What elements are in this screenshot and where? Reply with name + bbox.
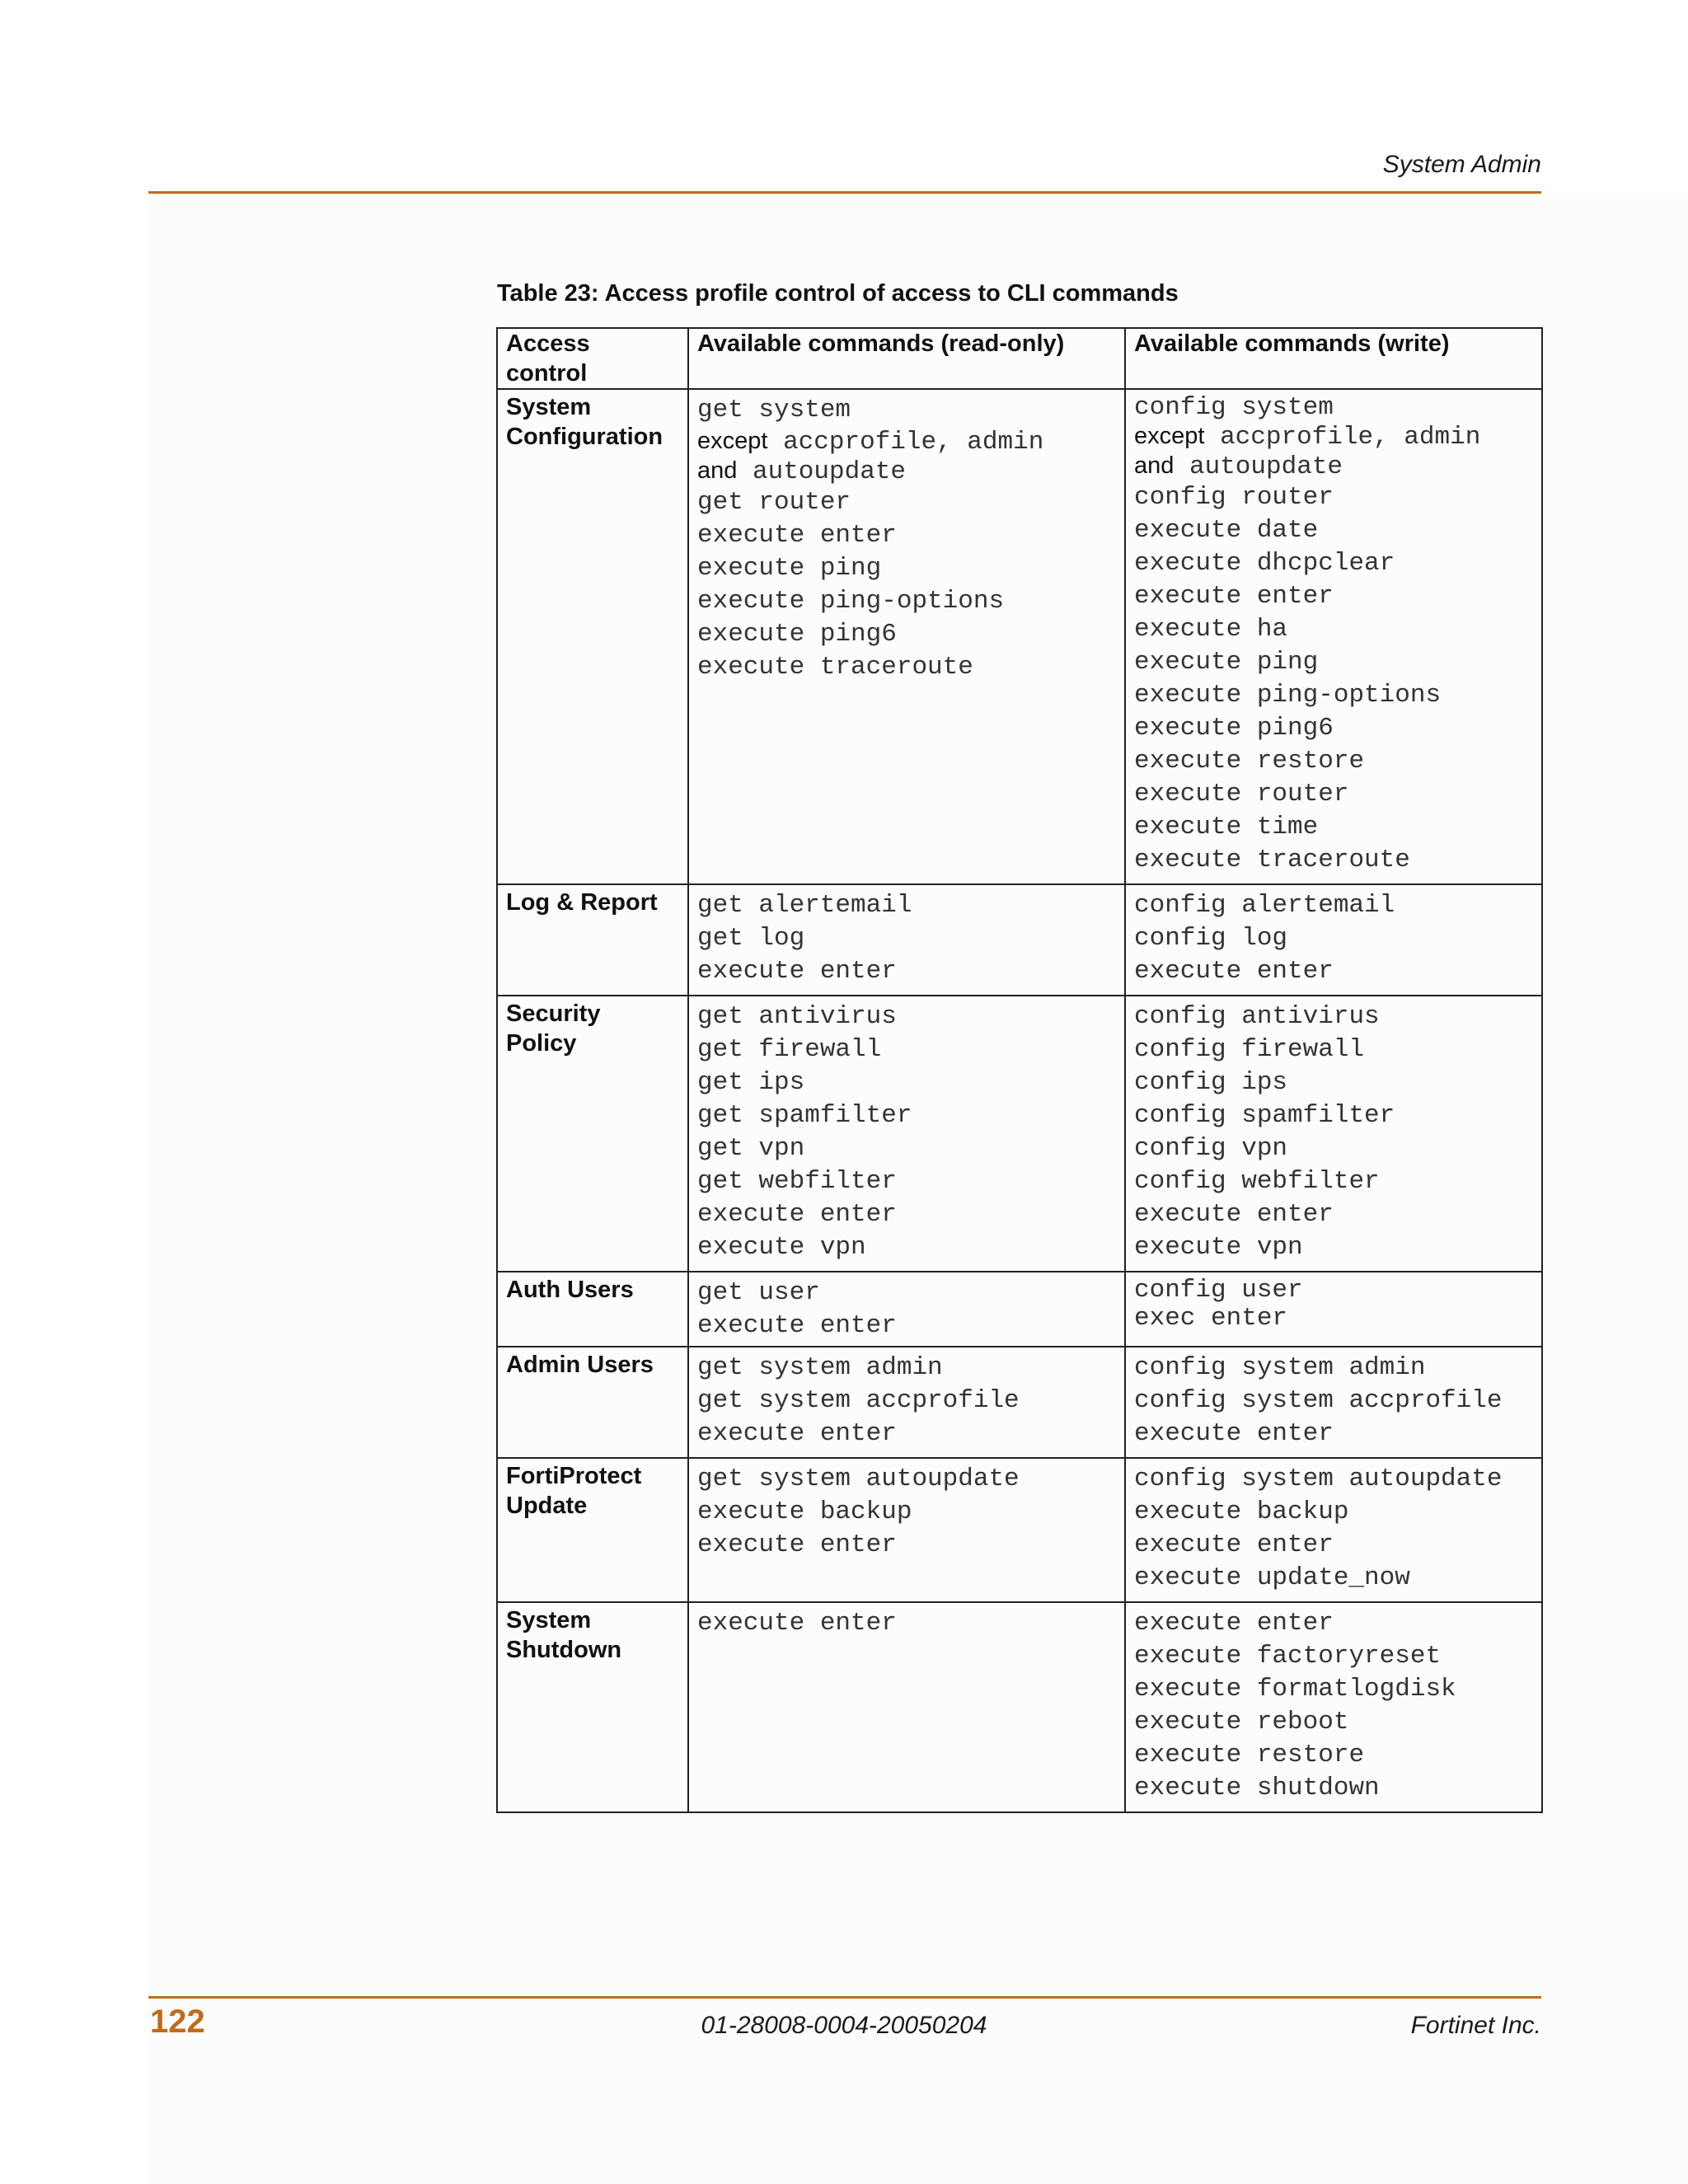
and-word: and bbox=[697, 457, 738, 484]
command: execute ping6 bbox=[697, 620, 897, 649]
command-and-line bbox=[697, 457, 1116, 486]
access-control-cell bbox=[497, 996, 688, 1272]
command: execute enter bbox=[697, 1530, 897, 1559]
command: config webfilter bbox=[1134, 1167, 1380, 1196]
access-control-label: Security Policy bbox=[506, 1001, 601, 1057]
command: execute traceroute bbox=[697, 653, 973, 682]
command: execute enter bbox=[697, 1419, 897, 1448]
column-header-access-control bbox=[497, 328, 688, 389]
access-control-label: FortiProtect Update bbox=[506, 1463, 642, 1519]
command: config system admin bbox=[1134, 1353, 1426, 1382]
command: get user bbox=[697, 1278, 820, 1307]
command: config system bbox=[1134, 393, 1334, 422]
read-only-commands-cell bbox=[688, 884, 1125, 996]
command: execute ping bbox=[1134, 648, 1319, 677]
table-row bbox=[497, 389, 1542, 884]
header-rule bbox=[148, 191, 1541, 194]
command: config log bbox=[1134, 924, 1288, 953]
read-only-commands-cell bbox=[688, 1272, 1125, 1347]
read-only-commands-cell bbox=[688, 1458, 1125, 1602]
command: execute ping6 bbox=[1134, 714, 1334, 743]
command: get system accprofile bbox=[697, 1386, 1020, 1415]
command-and-line bbox=[1134, 452, 1533, 481]
command-except-line bbox=[1134, 422, 1533, 452]
access-control-cell bbox=[497, 1458, 688, 1602]
table-row bbox=[497, 1347, 1542, 1458]
command: execute factoryreset bbox=[1134, 1642, 1442, 1671]
command: autoupdate bbox=[1189, 452, 1343, 481]
command: execute vpn bbox=[697, 1233, 866, 1262]
command: config antivirus bbox=[1134, 1002, 1380, 1031]
and-word: and bbox=[1134, 452, 1175, 479]
company-name: Fortinet Inc. bbox=[1410, 2012, 1541, 2039]
command: get vpn bbox=[697, 1134, 805, 1163]
command: execute enter bbox=[1134, 957, 1334, 986]
command: config alertemail bbox=[1134, 891, 1395, 920]
command: get system autoupdate bbox=[697, 1465, 1020, 1493]
command: execute ping-options bbox=[697, 587, 1005, 616]
write-commands-cell bbox=[1125, 389, 1542, 884]
table-caption: Table 23: Access profile control of access to CLI commands bbox=[497, 280, 1179, 307]
command: execute dhcpclear bbox=[1134, 549, 1395, 578]
read-only-commands-cell bbox=[688, 389, 1125, 884]
footer-rule bbox=[148, 1996, 1541, 1999]
command: config router bbox=[1134, 483, 1334, 512]
command: get system bbox=[697, 396, 851, 424]
access-control-label: Auth Users bbox=[506, 1277, 634, 1303]
command: config system accprofile bbox=[1134, 1386, 1503, 1415]
command: execute ping bbox=[697, 554, 882, 583]
access-control-cell bbox=[497, 1347, 688, 1458]
command: execute enter bbox=[697, 521, 897, 550]
command: execute enter bbox=[697, 1609, 897, 1638]
command: execute enter bbox=[1134, 582, 1334, 611]
access-control-cell bbox=[497, 884, 688, 996]
write-commands-cell bbox=[1125, 1602, 1542, 1812]
command-except-line bbox=[697, 427, 1116, 457]
table-header-row bbox=[497, 328, 1542, 389]
column-header-read-only bbox=[688, 328, 1125, 389]
command: execute restore bbox=[1134, 1741, 1365, 1769]
command: execute router bbox=[1134, 780, 1349, 808]
access-control-cell bbox=[497, 1602, 688, 1812]
command: get spamfilter bbox=[697, 1101, 912, 1130]
except-word: except bbox=[1134, 423, 1205, 449]
command: config spamfilter bbox=[1134, 1101, 1395, 1130]
command: execute enter bbox=[697, 957, 897, 986]
header-section-title: System Admin bbox=[1382, 151, 1541, 178]
command: accprofile, admin bbox=[783, 428, 1044, 457]
command: get firewall bbox=[697, 1035, 882, 1064]
command: execute enter bbox=[1134, 1530, 1334, 1559]
command: execute reboot bbox=[1134, 1708, 1349, 1736]
command: config ips bbox=[1134, 1068, 1288, 1097]
command: execute enter bbox=[1134, 1419, 1334, 1448]
command: execute traceroute bbox=[1134, 846, 1410, 874]
table-row bbox=[497, 1602, 1542, 1812]
read-only-commands-cell bbox=[688, 996, 1125, 1272]
command: execute restore bbox=[1134, 747, 1365, 776]
command: execute enter bbox=[697, 1311, 897, 1340]
table-row bbox=[497, 1272, 1542, 1347]
write-commands-cell bbox=[1125, 996, 1542, 1272]
command: execute ha bbox=[1134, 615, 1288, 644]
command: execute shutdown bbox=[1134, 1774, 1380, 1802]
command: config vpn bbox=[1134, 1134, 1288, 1163]
command: execute update_now bbox=[1134, 1563, 1410, 1592]
write-commands-cell bbox=[1125, 1347, 1542, 1458]
command: config firewall bbox=[1134, 1035, 1365, 1064]
access-control-label: System Configuration bbox=[506, 394, 663, 450]
command: accprofile, admin bbox=[1220, 423, 1481, 452]
command: get system admin bbox=[697, 1353, 943, 1382]
table-row bbox=[497, 1458, 1542, 1602]
command: execute ping-options bbox=[1134, 681, 1442, 710]
page-number: 122 bbox=[150, 2004, 205, 2040]
command: execute backup bbox=[1134, 1497, 1349, 1526]
command: execute vpn bbox=[1134, 1233, 1303, 1262]
write-commands-cell bbox=[1125, 884, 1542, 996]
command: autoupdate bbox=[753, 457, 907, 486]
column-header-label: Access control bbox=[506, 330, 590, 387]
access-control-label: Admin Users bbox=[506, 1352, 654, 1378]
except-word: except bbox=[697, 428, 768, 454]
access-control-cell bbox=[497, 389, 688, 884]
command: execute enter bbox=[1134, 1609, 1334, 1638]
command: get alertemail bbox=[697, 891, 912, 920]
command: execute date bbox=[1134, 516, 1319, 545]
command: get webfilter bbox=[697, 1167, 897, 1196]
read-only-commands-cell bbox=[688, 1602, 1125, 1812]
access-control-cell bbox=[497, 1272, 688, 1347]
command: get ips bbox=[697, 1068, 805, 1097]
access-profile-table bbox=[496, 327, 1543, 1813]
command: get log bbox=[697, 924, 805, 953]
command: config user bbox=[1134, 1276, 1303, 1305]
access-control-label: Log & Report bbox=[506, 889, 658, 916]
command: get router bbox=[697, 488, 851, 517]
table-row bbox=[497, 884, 1542, 996]
command: execute backup bbox=[697, 1497, 912, 1526]
command: exec enter bbox=[1134, 1304, 1288, 1333]
column-header-label: Available commands (read-only) bbox=[697, 330, 1065, 357]
command: execute time bbox=[1134, 813, 1319, 841]
write-commands-cell bbox=[1125, 1272, 1542, 1347]
command: config system autoupdate bbox=[1134, 1465, 1503, 1493]
command: execute enter bbox=[1134, 1200, 1334, 1229]
column-header-label: Available commands (write) bbox=[1134, 330, 1450, 357]
document-id: 01-28008-0004-20050204 bbox=[701, 2012, 987, 2039]
command: get antivirus bbox=[697, 1002, 897, 1031]
table-row bbox=[497, 996, 1542, 1272]
command: execute formatlogdisk bbox=[1134, 1675, 1456, 1704]
access-control-label: System Shutdown bbox=[506, 1607, 622, 1663]
column-header-write bbox=[1125, 328, 1542, 389]
read-only-commands-cell bbox=[688, 1347, 1125, 1458]
write-commands-cell bbox=[1125, 1458, 1542, 1602]
command: execute enter bbox=[697, 1200, 897, 1229]
